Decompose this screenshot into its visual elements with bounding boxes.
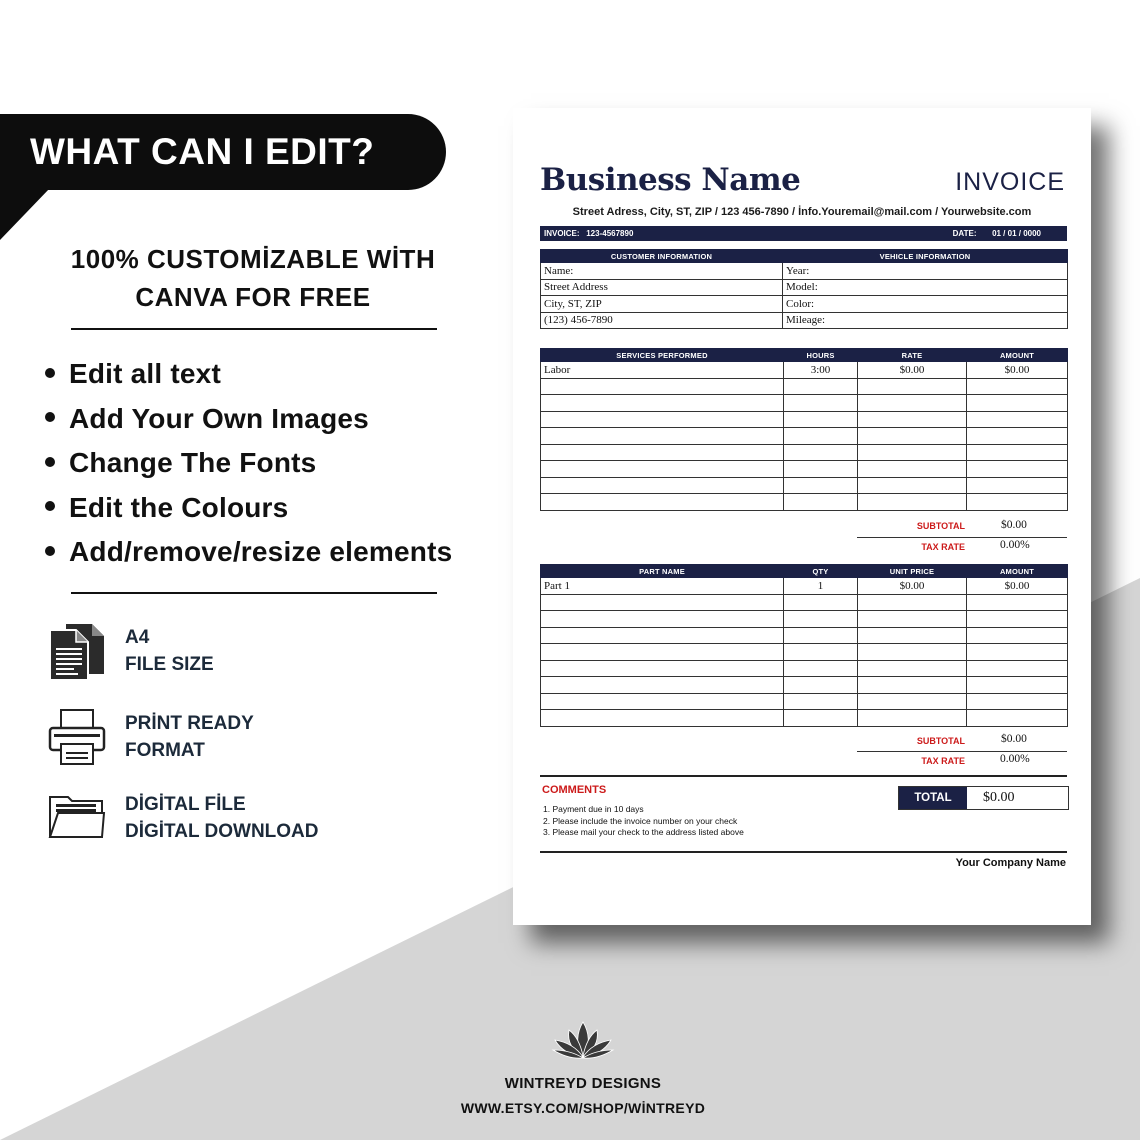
table-cell [858, 611, 967, 628]
shop-url[interactable]: WWW.ETSY.COM/SHOP/WİNTREYD [460, 1100, 706, 1116]
divider [71, 592, 437, 594]
divider [857, 751, 1067, 752]
table-row [541, 362, 1068, 379]
table-cell [784, 461, 858, 478]
table-row [541, 594, 1068, 611]
table-cell [541, 693, 784, 710]
parts-rows [541, 578, 1068, 727]
table-cell [858, 411, 967, 428]
services-subtotal-label: SUBTOTAL [916, 521, 965, 531]
table-cell: $0.00 [967, 578, 1068, 595]
divider [540, 851, 1067, 853]
invoice-title: INVOICE [955, 168, 1065, 196]
table-cell [967, 461, 1068, 478]
footer [433, 1020, 733, 1116]
parts-subtotal-value: $0.00 [1001, 733, 1027, 745]
table-cell [858, 677, 967, 694]
invoice-number-bar: INVOICE: 123-4567890 DATE: 01 / 01 / 0000 [540, 226, 1067, 241]
table-cell [784, 444, 858, 461]
table-cell [784, 428, 858, 445]
customer-field: City, ST, ZIP [541, 296, 783, 313]
table-cell [967, 444, 1068, 461]
table-cell [541, 644, 784, 661]
table-cell [541, 627, 784, 644]
vehicle-field: Year: [783, 263, 1068, 280]
business-address: Street Adress, City, ST, ZIP / 123 456-7890 / İnfo.Youremail@mail.com / Yourwebsite.com [572, 206, 1032, 218]
table-cell [967, 644, 1068, 661]
table-cell [858, 494, 967, 511]
business-name: Business Name [540, 162, 801, 198]
table-cell [967, 411, 1068, 428]
table-cell [967, 395, 1068, 412]
parts-tax-label: TAX RATE [921, 756, 965, 766]
table-cell [784, 710, 858, 727]
table-cell [967, 627, 1068, 644]
lotus-logo-icon [551, 1020, 615, 1060]
table-row [541, 444, 1068, 461]
table-cell [858, 660, 967, 677]
divider [540, 775, 1067, 777]
table-cell [541, 611, 784, 628]
table-cell [784, 660, 858, 677]
table-row [541, 494, 1068, 511]
table-cell [784, 494, 858, 511]
customizable-heading: 100% CUSTOMİZABLE WİTH CANVA FOR FREE [70, 244, 436, 312]
table-cell [858, 594, 967, 611]
table-cell [967, 594, 1068, 611]
table-cell [784, 395, 858, 412]
customer-field: (123) 456-7890 [541, 312, 783, 329]
table-row [541, 627, 1068, 644]
table-cell [967, 660, 1068, 677]
table-cell [858, 693, 967, 710]
table-cell [967, 677, 1068, 694]
table-cell [541, 428, 784, 445]
table-cell [967, 611, 1068, 628]
feature-item: Change The Fonts [40, 441, 452, 486]
table-cell [858, 444, 967, 461]
table-row [541, 578, 1068, 595]
table-cell [967, 494, 1068, 511]
invoice-sheet [513, 108, 1091, 925]
services-tax-value: 0.00% [1000, 539, 1030, 551]
table-cell [541, 461, 784, 478]
services-table: SERVICES PERFORMED HOURS RATE AMOUNT Labor 3:00 $0.00 $0.00 [540, 348, 1068, 511]
comment-item: 3. Please mail your check to the address listed above [543, 827, 744, 837]
table-cell [541, 395, 784, 412]
table-cell: $0.00 [967, 362, 1068, 379]
table-cell [858, 428, 967, 445]
divider [857, 537, 1067, 538]
services-subtotal-value: $0.00 [1001, 519, 1027, 531]
table-row [541, 477, 1068, 494]
table-cell: 3:00 [784, 362, 858, 379]
table-cell [858, 627, 967, 644]
table-cell [858, 644, 967, 661]
table-cell [541, 378, 784, 395]
table-cell [541, 494, 784, 511]
feature-item: Edit the Colours [40, 486, 452, 531]
table-cell [784, 627, 858, 644]
table-cell [967, 428, 1068, 445]
comments-title: COMMENTS [542, 784, 607, 796]
table-cell [541, 710, 784, 727]
table-cell [784, 693, 858, 710]
table-cell [858, 378, 967, 395]
folder-icon [48, 791, 106, 841]
comment-item: 1. Payment due in 10 days [543, 804, 644, 814]
table-cell [858, 461, 967, 478]
table-row [541, 677, 1068, 694]
printer-icon [48, 708, 106, 766]
table-row [541, 660, 1068, 677]
table-cell [541, 444, 784, 461]
brand-name: WINTREYD DESIGNS [504, 1075, 662, 1092]
table-cell [541, 677, 784, 694]
parts-subtotal-label: SUBTOTAL [916, 736, 965, 746]
table-cell [784, 611, 858, 628]
feature-item: Add Your Own Images [40, 397, 452, 442]
table-row [541, 428, 1068, 445]
company-name: Your Company Name [955, 857, 1066, 869]
total-box [898, 786, 1069, 810]
feature-item: Add/remove/resize elements [40, 530, 452, 575]
table-cell: Labor [541, 362, 784, 379]
divider [71, 328, 437, 330]
comment-item: 2. Please include the invoice number on your check [543, 815, 738, 826]
table-cell [784, 411, 858, 428]
vehicle-field: Model: [783, 279, 1068, 296]
customer-vehicle-table [540, 249, 1068, 329]
customer-field: Street Address [541, 279, 783, 296]
table-row [541, 395, 1068, 412]
customer-field: Name: [541, 263, 783, 280]
table-cell [784, 677, 858, 694]
table-row [541, 611, 1068, 628]
table-cell [967, 378, 1068, 395]
table-row [541, 378, 1068, 395]
header-title: WHAT CAN I EDIT? [30, 131, 375, 172]
vehicle-info-header: VEHICLE INFORMATION [783, 250, 1068, 263]
table-cell [858, 477, 967, 494]
table-cell [967, 693, 1068, 710]
total-label: TOTAL [899, 787, 967, 809]
vehicle-field: Mileage: [783, 312, 1068, 329]
parts-table: PART NAME QTY UNIT PRICE AMOUNT Part 1 1 $0.00 $0.00 [540, 564, 1068, 727]
customer-info-header: CUSTOMER INFORMATION [541, 250, 783, 263]
table-cell [541, 477, 784, 494]
table-cell: 1 [784, 578, 858, 595]
table-cell [784, 477, 858, 494]
table-cell: $0.00 [858, 578, 967, 595]
table-cell [784, 594, 858, 611]
table-row [541, 693, 1068, 710]
table-cell [967, 477, 1068, 494]
table-row [541, 461, 1068, 478]
table-cell [967, 710, 1068, 727]
comments-list [543, 804, 744, 839]
table-row [541, 710, 1068, 727]
table-cell: Part 1 [541, 578, 784, 595]
vehicle-field: Color: [783, 296, 1068, 313]
services-rows [541, 362, 1068, 511]
table-cell [784, 644, 858, 661]
feature-item: Edit all text [40, 352, 452, 397]
table-cell [541, 594, 784, 611]
table-cell [541, 660, 784, 677]
header-badge [0, 114, 446, 190]
services-tax-label: TAX RATE [921, 542, 965, 552]
table-row [541, 411, 1068, 428]
feature-list [40, 352, 452, 575]
table-cell: $0.00 [858, 362, 967, 379]
table-row [541, 644, 1068, 661]
table-cell [858, 710, 967, 727]
table-cell [541, 411, 784, 428]
table-cell [858, 395, 967, 412]
document-icon [48, 622, 106, 682]
total-value: $0.00 [983, 790, 1015, 805]
table-cell [784, 378, 858, 395]
parts-tax-value: 0.00% [1000, 753, 1030, 765]
